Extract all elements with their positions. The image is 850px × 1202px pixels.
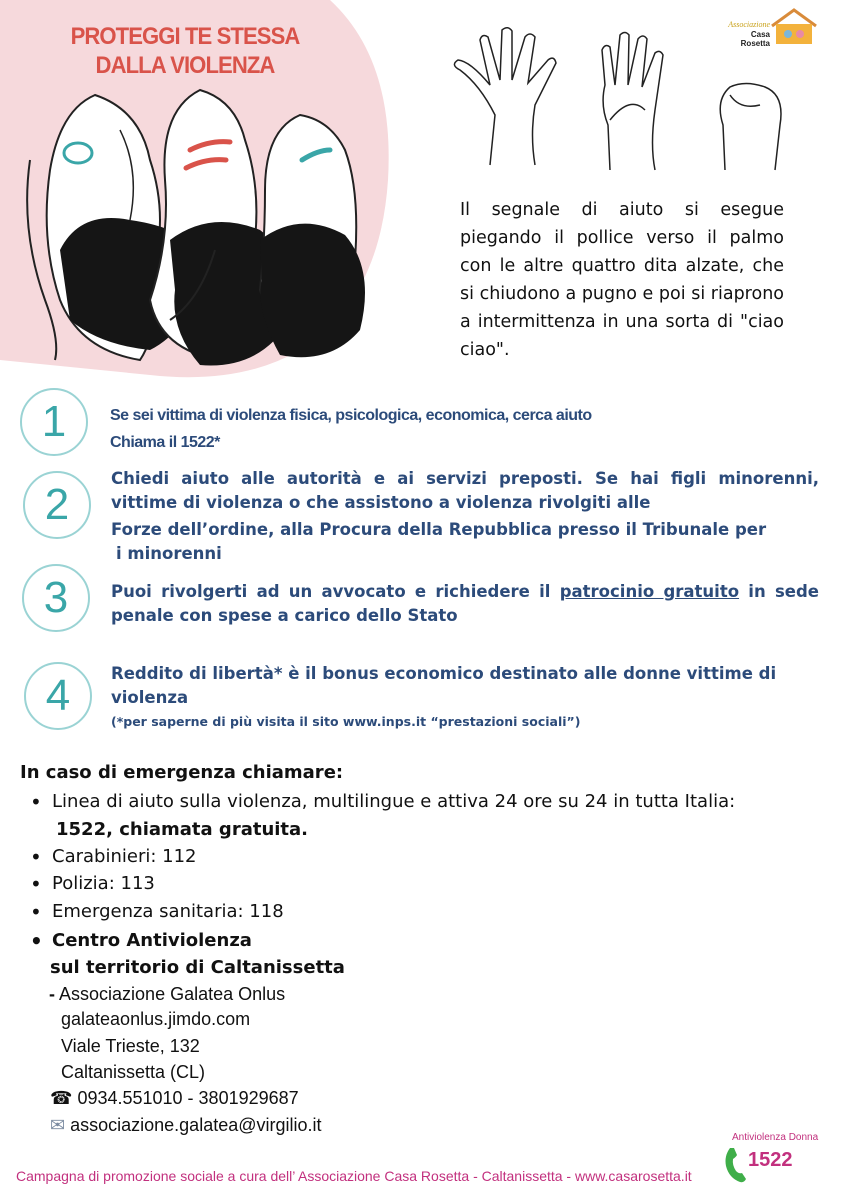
step-number-circle: 1 xyxy=(20,388,88,456)
center-dash: - xyxy=(49,984,55,1004)
step-3-text-post: in sede penale con spese a carico dello Stato xyxy=(111,582,819,625)
center-name-line xyxy=(49,982,285,1006)
patrocinio-link[interactable]: patrocinio gratuito xyxy=(559,582,740,601)
list-item: • Emergenza sanitaria: 118 xyxy=(52,900,284,924)
center-city: Caltanissetta (CL) xyxy=(61,1062,206,1082)
step-4-note: (*per saperne di più visita il sito www.inps.it “prestazioni sociali”) xyxy=(111,714,581,729)
phone-number[interactable]: 0934.551010 - 3801929687 xyxy=(77,1088,299,1108)
signal-description: Il segnale di aiuto si esegue piegando il pollice verso il palmo con le altre quattro dita alzate, che si chiudono a pugno e poi si riaprono a intermittenza in una sorta di "ciao ciao". xyxy=(460,200,784,360)
mail-icon: ✉ xyxy=(50,1115,66,1135)
logo-text-line1: Associazione xyxy=(728,20,770,29)
title-line-1: PROTEGGI TE STESSA xyxy=(70,23,300,50)
badge-label: Antiviolenza Donna xyxy=(732,1132,819,1143)
logo-text-line2: Casa Rosetta xyxy=(740,30,770,48)
phone-line xyxy=(50,1086,299,1110)
step-1-line1: Se sei vittima di violenza fisica, psicologica, economica, cerca aiuto xyxy=(110,407,592,424)
badge-number: 1522 xyxy=(748,1149,793,1171)
center-subtitle: sul territorio di Caltanissetta xyxy=(50,957,345,978)
center-title: • Centro Antiviolenza xyxy=(52,929,252,953)
title-line-2: DALLA VIOLENZA xyxy=(95,52,275,79)
phone-icon: ☎ xyxy=(50,1088,73,1108)
list-item-help-line: • Linea di aiuto sulla violenza, multilingue e attiva 24 ore su 24 in tutta Italia: xyxy=(52,790,735,814)
help-number-line xyxy=(56,818,308,842)
center-address: Viale Trieste, 132 xyxy=(61,1036,200,1056)
hand-signal-icon xyxy=(440,25,800,175)
step-3-text xyxy=(111,580,819,628)
step-2-text-a: Chiedi aiuto alle autorità e ai servizi preposti. Se hai figli minorenni, vittime di violenza o che assistono a violenza rivolgiti alle xyxy=(111,469,819,512)
email-line xyxy=(50,1113,322,1137)
page-title xyxy=(70,22,300,80)
phone-handset-icon xyxy=(724,1146,748,1184)
help-suffix: , chiamata gratuita. xyxy=(106,819,309,840)
list-item: • Polizia: 113 xyxy=(52,872,155,896)
step-number-circle: 3 xyxy=(22,564,90,632)
step-number-circle: 2 xyxy=(23,471,91,539)
step-2-text-c: i minorenni xyxy=(116,544,222,563)
step-text xyxy=(110,402,810,456)
center-site-link[interactable]: galateaonlus.jimdo.com xyxy=(61,1009,251,1029)
email-address[interactable]: associazione.galatea@virgilio.it xyxy=(70,1115,322,1135)
list-item: • Carabinieri: 112 xyxy=(52,845,196,869)
footer-text: Campagna di promozione sociale a cura dell’ Associazione Casa Rosetta - Caltanissetta - www.casarosetta.it xyxy=(16,1168,692,1184)
step-number-circle: 4 xyxy=(24,662,92,730)
center-name: Associazione Galatea Onlus xyxy=(59,984,286,1004)
step-4-text: Reddito di libertà* è il bonus economico destinato alle donne vittime di violenza xyxy=(111,664,777,707)
help-number: 1522 xyxy=(56,819,107,840)
step-1-line2: Chiama il 1522* xyxy=(110,434,220,451)
step-2-text-b: Forze dell’ordine, alla Procura della Repubblica presso il Tribunale per xyxy=(111,520,767,539)
step-3-text-pre: Puoi rivolgerti ad un avvocato e richiedere il xyxy=(111,582,560,601)
emergency-title: In caso di emergenza chiamare: xyxy=(20,762,344,783)
